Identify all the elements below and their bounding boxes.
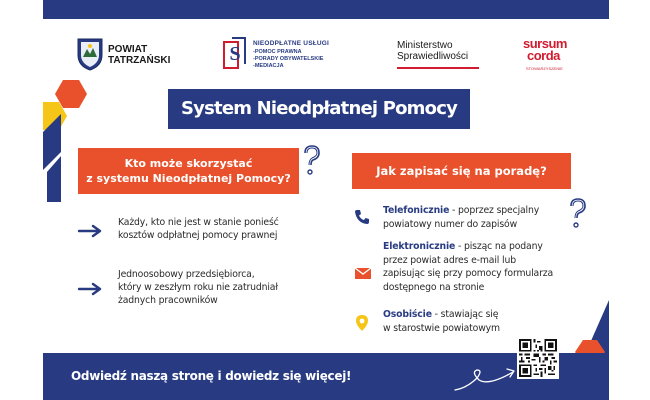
- left-item-1: [118, 216, 279, 242]
- powiat-line1: POWIAT: [108, 44, 148, 55]
- left-item2-line2: który w zeszłym roku nie zatrudniał: [118, 282, 278, 293]
- email-text3: zapisując się przy pomocy formularza: [383, 268, 554, 279]
- person-text2: w starostwie powiatowym: [383, 322, 500, 334]
- sc-line1: sursum: [523, 36, 567, 51]
- sc-small: STOWARZYSZENIE: [526, 66, 563, 71]
- swirl-arrow-icon: [453, 360, 523, 396]
- page-title: System Nieodpłatnej Pomocy: [181, 98, 457, 119]
- npp-symbol-icon: [223, 36, 247, 70]
- left-item-2: [118, 268, 278, 307]
- logo-ministerstwo: [397, 40, 487, 70]
- location-pin-icon: [353, 314, 371, 332]
- logo-row: [43, 32, 609, 78]
- email-text2: przez powiat adres e-mail lub: [383, 254, 516, 266]
- npp-title: NIEODPŁATNE USŁUGI: [253, 40, 330, 47]
- powiat-line2: TATRZAŃSKI: [108, 55, 171, 66]
- phone-label: Telefonicznie: [383, 205, 450, 216]
- left-item2-line3: żadnych pracowników: [118, 295, 218, 306]
- ms-line2: Sprawiedliwości: [397, 51, 469, 62]
- person-text1: - stawiając się: [431, 309, 499, 320]
- question-mark-right-icon: [565, 196, 591, 230]
- left-item1-line2: kosztów odpłatnej pomocy prawnej: [118, 230, 278, 241]
- logo-sursum-corda: [523, 38, 593, 72]
- right-section-header: [352, 153, 571, 189]
- logo-powiat-tatrzanski: [76, 37, 186, 73]
- npp-line1: -POMOC PRAWNA: [253, 49, 302, 55]
- arrow-right-icon: [78, 224, 104, 238]
- left-section-header: [78, 148, 299, 194]
- ms-line1: Ministerstwo: [397, 40, 453, 51]
- footer-cta: Odwiedź naszą stronę i dowiedz się więcej!: [71, 369, 352, 383]
- email-text4: dostępnego na stronie: [383, 281, 485, 293]
- left-header-line2: z systemu Nieodpłatnej Pomocy?: [86, 172, 291, 185]
- title-banner: [168, 89, 470, 129]
- powiat-name: [108, 44, 170, 66]
- arrow-right-icon: [78, 282, 104, 296]
- right-item-person: [383, 308, 500, 335]
- right-item-phone: [383, 204, 539, 231]
- left-item2-line1: Jednoosobowy przedsiębiorca,: [118, 269, 255, 280]
- ms-underline: [397, 67, 479, 69]
- qr-code[interactable]: [517, 337, 559, 379]
- email-label: Elektronicznie: [383, 241, 456, 252]
- npp-line3: -MEDIACJA: [253, 63, 284, 69]
- right-header-text: Jak zapisać się na poradę?: [376, 164, 547, 178]
- left-header-line1: Kto może skorzystać: [124, 157, 253, 170]
- person-label: Osobiście: [383, 309, 432, 320]
- email-text1: - pisząc na podany: [455, 241, 543, 252]
- svg-text:S: S: [229, 43, 241, 65]
- left-item1-line1: Każdy, kto nie jest w stanie ponieść: [118, 217, 279, 228]
- top-bar: [43, 0, 609, 19]
- question-mark-icon: [297, 143, 327, 177]
- right-item-email: [383, 240, 553, 294]
- sc-line2: corda: [527, 48, 560, 63]
- phone-text1: - poprzez specjalny: [449, 205, 540, 216]
- envelope-icon: [354, 264, 372, 282]
- logo-nieodplatne-uslugi: [223, 36, 353, 74]
- poster: [43, 0, 609, 400]
- phone-text2: powiatowy numer do zapisów: [383, 218, 518, 230]
- phone-icon: [353, 208, 371, 226]
- npp-line2: -PORADY OBYWATELSKIE: [253, 56, 324, 62]
- crest-icon: [76, 37, 104, 71]
